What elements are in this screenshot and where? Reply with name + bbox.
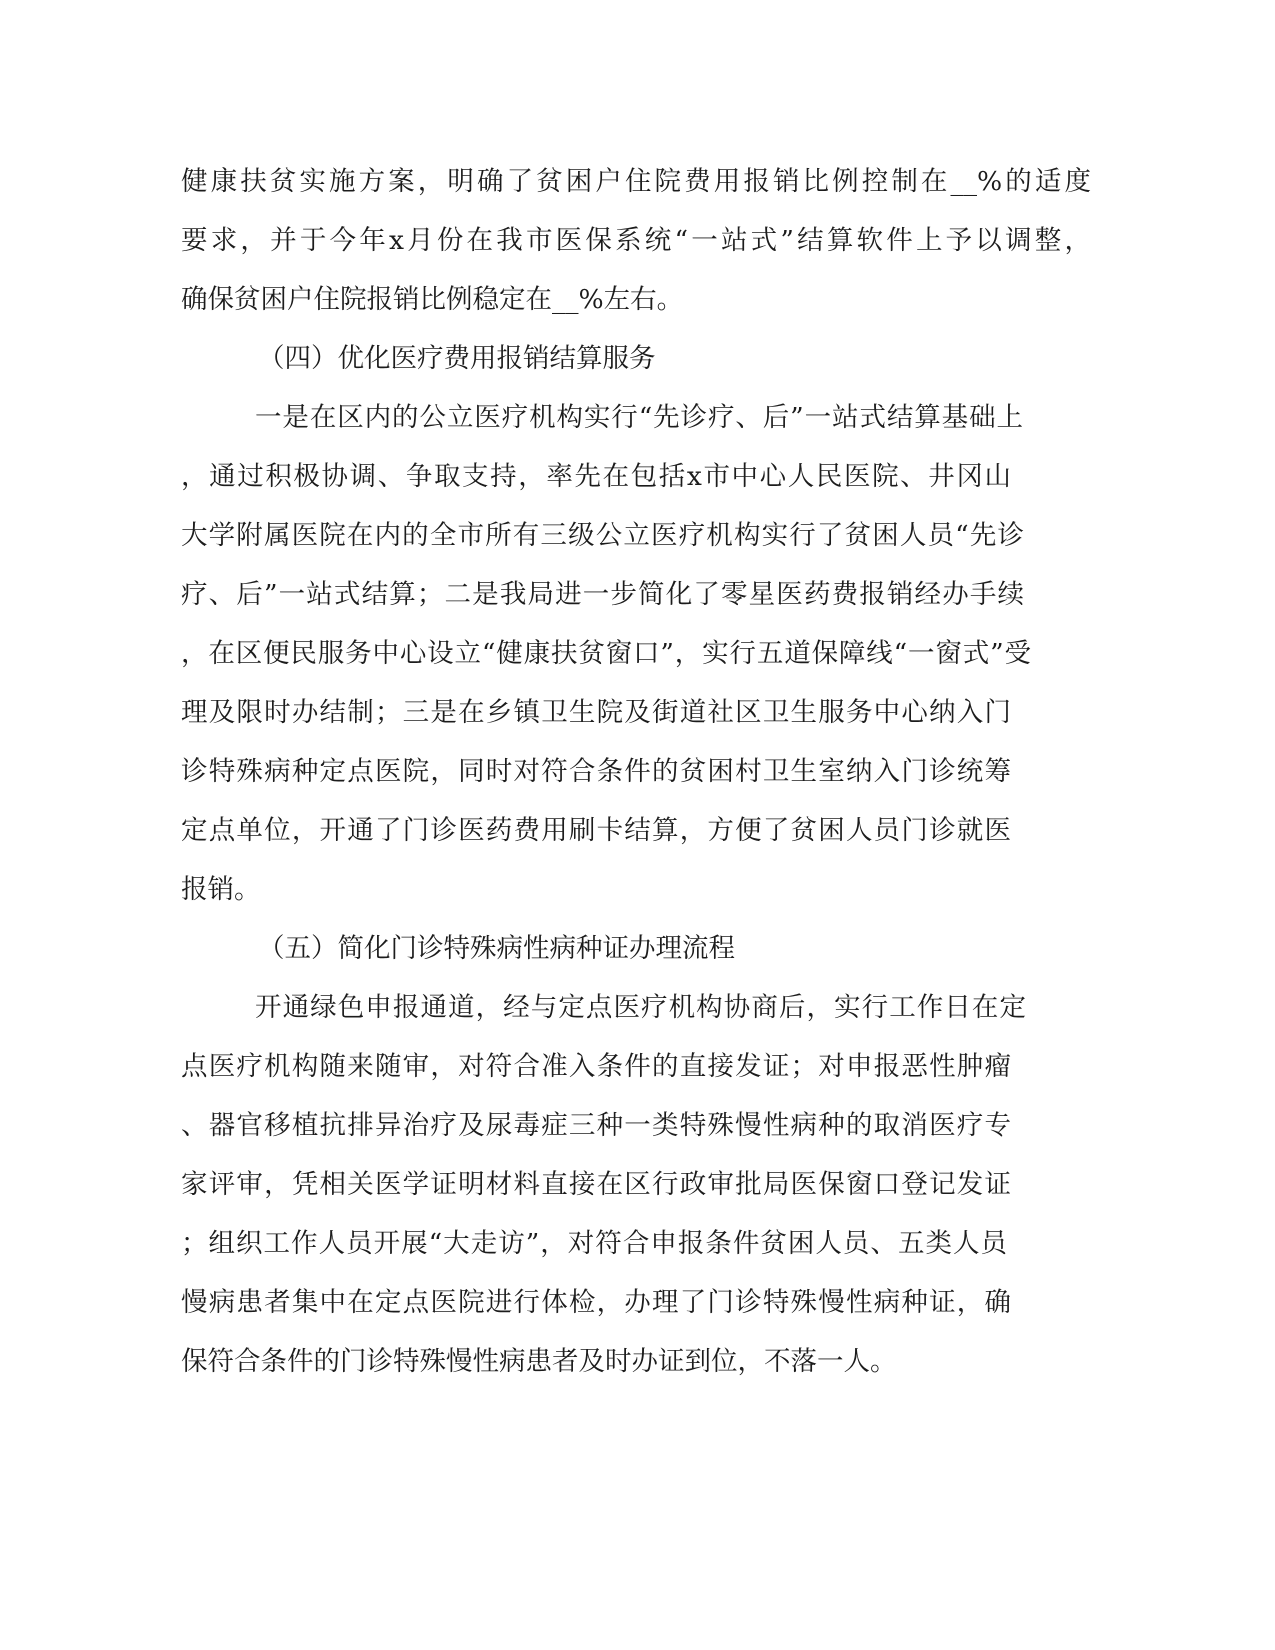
body-text-line: 一是在区内的公立医疗机构实行“先诊疗、后”一站式结算基础上 (255, 402, 1023, 433)
body-text-line: ，在区便民服务中心设立“健康扶贫窗口”，实行五道保障线“一窗式”受 (181, 638, 1031, 669)
body-text-line: 家评审，凭相关医学证明材料直接在区行政审批局医保窗口登记发证 (181, 1169, 1011, 1200)
body-text-line: 确保贫困户住院报销比例稳定在__%左右。 (181, 284, 684, 315)
body-text-line: 定点单位，开通了门诊医药费用刷卡结算，方便了贫困人员门诊就医 (181, 815, 1011, 846)
section-heading-4: （四）优化医疗费用报销结算服务 (258, 343, 656, 374)
body-text-line: 疗、后”一站式结算；二是我局进一步简化了零星医药费报销经办手续 (181, 579, 1024, 610)
body-text-line: 健康扶贫实施方案，明确了贫困户住院费用报销比例控制在__%的适度 (181, 166, 1091, 197)
body-text-line: 大学附属医院在内的全市所有三级公立医疗机构实行了贫困人员“先诊 (181, 520, 1024, 551)
body-text-line: 保符合条件的门诊特殊慢性病患者及时办证到位，不落一人。 (181, 1346, 897, 1377)
body-text-line: 开通绿色申报通道，经与定点医疗机构协商后，实行工作日在定 (255, 992, 1026, 1023)
body-text-line: 点医疗机构随来随审，对符合准入条件的直接发证；对申报恶性肿瘤 (181, 1051, 1011, 1082)
body-text-line: 诊特殊病种定点医院，同时对符合条件的贫困村卫生室纳入门诊统筹 (181, 756, 1011, 787)
body-text-line: 要求，并于今年x月份在我市医保系统“一站式”结算软件上予以调整， (181, 225, 1091, 256)
body-text-line: 报销。 (181, 874, 261, 905)
body-text-line: 慢病患者集中在定点医院进行体检，办理了门诊特殊慢性病种证，确 (181, 1287, 1011, 1318)
body-text-line: 理及限时办结制；三是在乡镇卫生院及街道社区卫生服务中心纳入门 (181, 697, 1011, 728)
body-text-line: ，通过积极协调、争取支持，率先在包括x市中心人民医院、井冈山 (181, 461, 1011, 492)
body-text-line: 、器官移植抗排异治疗及尿毒症三种一类特殊慢性病种的取消医疗专 (181, 1110, 1011, 1141)
body-text-line: ；组织工作人员开展“大走访”，对符合申报条件贫困人员、五类人员 (181, 1228, 1007, 1259)
section-heading-5: （五）简化门诊特殊病性病种证办理流程 (258, 933, 735, 964)
